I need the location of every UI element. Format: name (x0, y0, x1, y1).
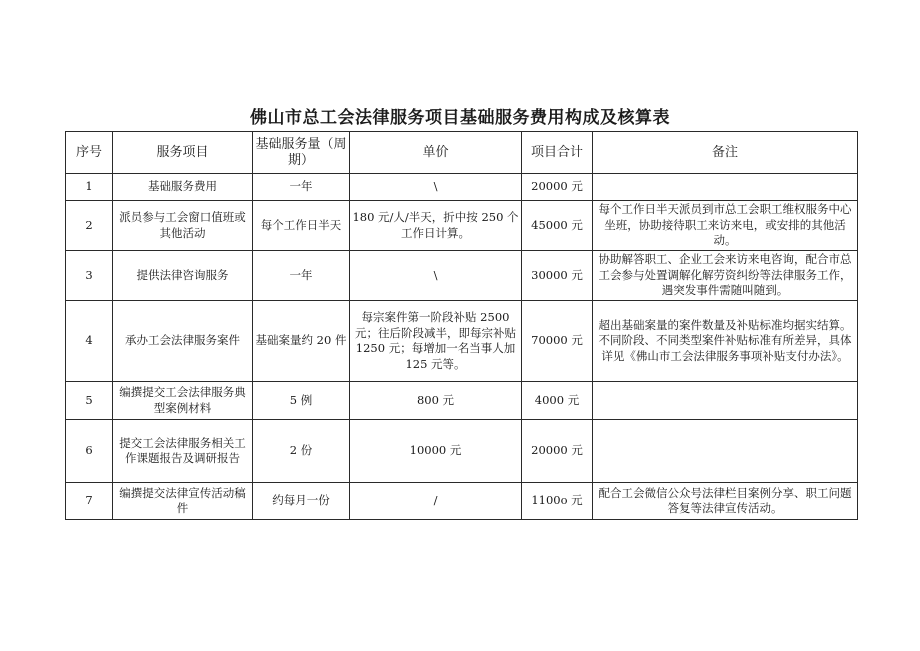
header-unit-price: 单价 (350, 132, 522, 174)
cell-total: 70000 元 (522, 301, 593, 382)
table-row (66, 382, 858, 420)
cell-base-amount: 约每月一份 (253, 483, 350, 520)
cell-item: 编撰提交法律宣传活动稿件 (113, 483, 253, 520)
cell-note (593, 382, 858, 420)
cell-item: 提交工会法律服务相关工作课题报告及调研报告 (113, 420, 253, 483)
cell-seq: 7 (66, 483, 113, 520)
cell-total: 20000 元 (522, 420, 593, 483)
cell-total: 45000 元 (522, 201, 593, 251)
cell-base-amount: 基础案量约 20 件 (253, 301, 350, 382)
cell-item: 派员参与工会窗口值班或其他活动 (113, 201, 253, 251)
table-row (66, 420, 858, 483)
cell-unit-price: \ (350, 174, 522, 201)
header-base-amount: 基础服务量（周期） (253, 132, 350, 174)
cell-seq: 5 (66, 382, 113, 420)
table-header-row (66, 132, 858, 174)
cell-unit-price: 180 元/人/半天，折中按 250 个工作日计算。 (350, 201, 522, 251)
header-item: 服务项目 (113, 132, 253, 174)
fee-table (65, 131, 858, 520)
table-row (66, 201, 858, 251)
table-row (66, 174, 858, 201)
table-row (66, 301, 858, 382)
cell-unit-price: \ (350, 251, 522, 301)
cell-seq: 2 (66, 201, 113, 251)
cell-seq: 3 (66, 251, 113, 301)
cell-unit-price: 800 元 (350, 382, 522, 420)
cell-item: 编撰提交工会法律服务典型案例材料 (113, 382, 253, 420)
cell-total: 4000 元 (522, 382, 593, 420)
cell-note: 配合工会微信公众号法律栏目案例分享、职工问题答复等法律宣传活动。 (593, 483, 858, 520)
cell-total: 20000 元 (522, 174, 593, 201)
cell-total: 1100o 元 (522, 483, 593, 520)
cell-unit-price: / (350, 483, 522, 520)
table-row (66, 483, 858, 520)
cell-base-amount: 每个工作日半天 (253, 201, 350, 251)
cell-note: 每个工作日半天派员到市总工会职工维权服务中心坐班，协助接待职工来访来电，或安排的其他活动。 (593, 201, 858, 251)
cell-seq: 6 (66, 420, 113, 483)
header-total: 项目合计 (522, 132, 593, 174)
cell-unit-price: 每宗案件第一阶段补贴 2500 元；往后阶段减半，即每宗补贴 1250 元；每增加一名当事人加 125 元等。 (350, 301, 522, 382)
table-row (66, 251, 858, 301)
cell-item: 提供法律咨询服务 (113, 251, 253, 301)
cell-note: 超出基础案量的案件数量及补贴标准均据实结算。不同阶段、不同类型案件补贴标准有所差异，具体详见《佛山市工会法律服务事项补贴支付办法》。 (593, 301, 858, 382)
cell-base-amount: 2 份 (253, 420, 350, 483)
cell-item: 基础服务费用 (113, 174, 253, 201)
cell-note: 协助解答职工、企业工会来访来电咨询，配合市总工会参与处置调解化解劳资纠纷等法律服务工作，遇突发事件需随叫随到。 (593, 251, 858, 301)
cell-seq: 4 (66, 301, 113, 382)
cell-base-amount: 一年 (253, 174, 350, 201)
cell-base-amount: 5 例 (253, 382, 350, 420)
cell-seq: 1 (66, 174, 113, 201)
cell-note (593, 420, 858, 483)
page-title: 佛山市总工会法律服务项目基础服务费用构成及核算表 (250, 108, 670, 128)
cell-total: 30000 元 (522, 251, 593, 301)
header-seq: 序号 (66, 132, 113, 174)
cell-note (593, 174, 858, 201)
cell-base-amount: 一年 (253, 251, 350, 301)
cell-unit-price: 10000 元 (350, 420, 522, 483)
header-note: 备注 (593, 132, 858, 174)
cell-item: 承办工会法律服务案件 (113, 301, 253, 382)
